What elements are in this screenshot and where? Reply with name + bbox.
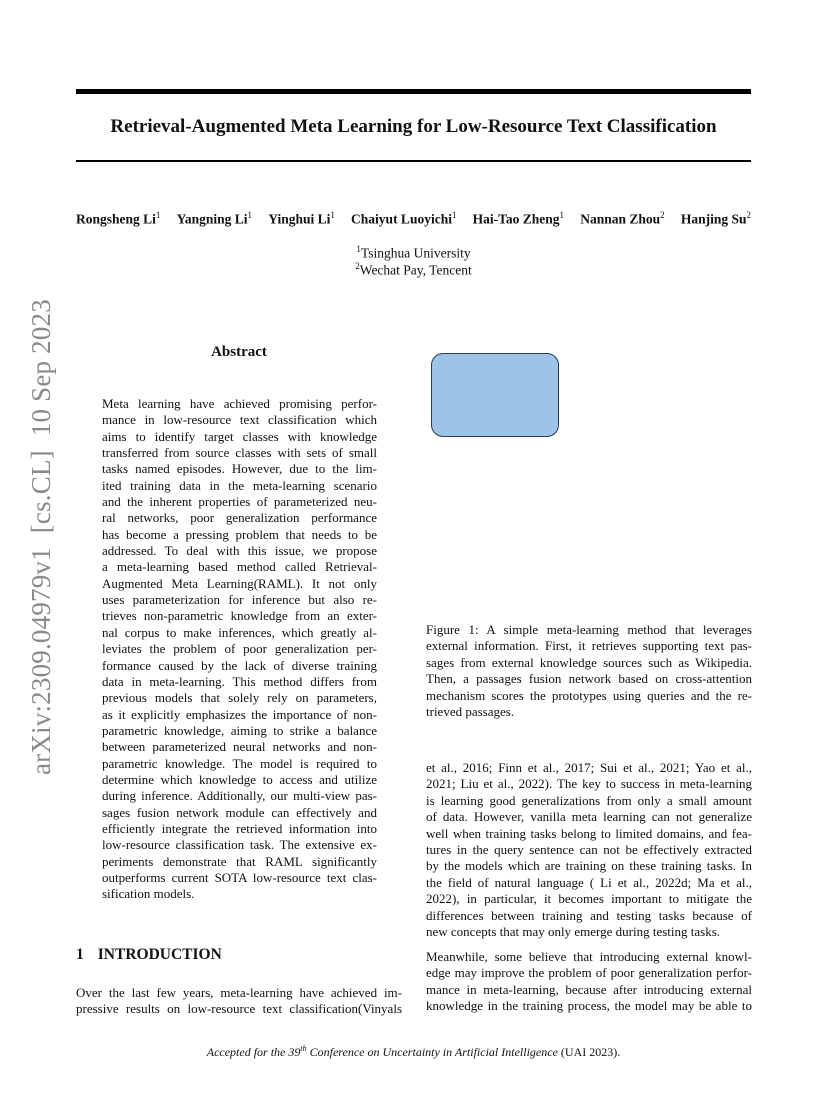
author: Hai-Tao Zheng$^1$ (472, 210, 565, 227)
text-line: 2022), in particular, it becomes important to mitigate the (426, 891, 752, 907)
text-line: is learning good generalizations from only a small amount (426, 792, 752, 808)
author: Nannan Zhou$^2$ (580, 210, 665, 227)
text-line: trieves non-parametric knowledge from an exter- (102, 608, 377, 624)
text-line: and the inherent properties of parameterized neu- (102, 494, 377, 510)
intro-text (76, 985, 402, 1018)
text-line: determine which knowledge to access and utilize (102, 771, 377, 787)
text-line: periments demonstrate that RAML significantly (102, 853, 377, 869)
text-line: trieved passages. (426, 704, 515, 720)
text-line: Meta learning have achieved promising perfor- (102, 396, 377, 411)
text-line: Augmented Meta Learning(RAML). It not only (102, 575, 377, 591)
text-line: a meta-learning based method called Retrieval- (102, 559, 377, 575)
affiliation: $^2$Wechat Pay, Tencent (355, 261, 472, 278)
text-line: 2021; Liu et al., 2022). The key to success in meta-learning (426, 776, 752, 792)
text-line: aims to identify target classes with knowledge (102, 428, 377, 444)
text-line: sification models. (102, 886, 195, 902)
text-line: during inference. Additionally, our multi-view pas- (102, 788, 377, 804)
text-line: data in meta-learning. This method differs from (102, 673, 377, 689)
author-list (76, 210, 751, 228)
section-heading: 1 INTRODUCTION (76, 946, 222, 963)
text-line: has become a pressing problem that needs to be (102, 526, 377, 542)
text-line: uses parameterization for inference but also re- (102, 592, 377, 608)
text-line: edge may improve the problem of poor generalization perfor- (426, 965, 752, 981)
text-line: Then, a passages fusion network based on cross-attention (426, 671, 752, 687)
text-line: knowledge in the training process, the model may be able to (426, 998, 752, 1014)
text-line: of data. However, vanilla meta learning can not generalize (426, 809, 752, 825)
text-line: leviates the problem of poor generalization per- (102, 641, 377, 657)
text-line: et al., 2016; Finn et al., 2017; Sui et al., 2021; Yao et al., (426, 760, 752, 775)
author: Rongsheng Li$^1$ (76, 210, 161, 227)
text-line: mechanism scores the prototypes using queries and the re- (426, 687, 752, 703)
paper-title: Retrieval-Augmented Meta Learning for Low-Resource Text Classification (110, 116, 717, 137)
text-line: Meanwhile, some believe that introducing external knowl- (426, 949, 752, 964)
author: Yinghui Li$^1$ (268, 210, 335, 227)
text-line: tasks named episodes. However, due to the lim- (102, 461, 377, 477)
title-rule (76, 160, 751, 162)
text-line: parametric knowledge. The model is required to (102, 755, 377, 771)
figure-caption (426, 622, 752, 720)
text-line: ral networks, poor generalization performance (102, 510, 377, 526)
text-line: between parameterized neural networks and non- (102, 739, 377, 755)
text-line: addressed. To deal with this issue, we propose (102, 543, 377, 559)
author: Chaiyut Luoyichi$^1$ (351, 210, 457, 227)
text-line: previous models that solely rely on parameters, (102, 690, 377, 706)
text-line: the field of natural language ( Li et al., 2022d; Ma et al., (426, 874, 752, 890)
figure-1-box (431, 353, 559, 437)
text-line: nal corpus to make inferences, which greatly al- (102, 624, 377, 640)
text-line: well when training tasks belong to limited domains, and fea- (426, 825, 752, 841)
text-line: Figure 1: A simple meta-learning method that leverages (426, 622, 752, 637)
author: Yangning Li$^1$ (176, 210, 253, 227)
text-line: sages fusion network module can effectively and (102, 804, 377, 820)
text-line: parametric knowledge, aiming to strike a balance (102, 722, 377, 738)
text-line: new concepts that may only emerge during testing tasks. (426, 924, 720, 940)
text-line: by the models which are training on these training tasks. In (426, 858, 752, 874)
text-line: efficiently integrate the retrieved information into (102, 820, 377, 836)
abstract-heading: Abstract (211, 344, 267, 360)
text-line: Over the last few years, meta-learning have achieved im- (76, 985, 402, 1000)
top-rule (76, 89, 751, 94)
text-line: mance in low-resource text classification which (102, 412, 377, 428)
abstract-body (102, 396, 377, 903)
right-column-text (426, 760, 752, 940)
text-line: external information. First, it retrieves supporting text pas- (426, 638, 752, 654)
arxiv-stamp: arXiv:2309.04979v1 [cs.CL] 10 Sep 2023 (26, 299, 56, 775)
text-line: transferred from source classes with sets of small (102, 445, 377, 461)
author: Hanjing Su$^2$ (680, 210, 751, 227)
right-column-paragraph (426, 949, 752, 1015)
text-line: differences between training and testing tasks because of (426, 907, 752, 923)
text-line: pressive results on low-resource text classification(Vinyals (76, 1001, 402, 1017)
text-line: formance caused by the lack of diverse training (102, 657, 377, 673)
text-line: tures in the query sentence can not be effectively extracted (426, 842, 752, 858)
text-line: ited training data in the meta-learning scenario (102, 477, 377, 493)
conference-footer: Accepted for the 39th Conference on Uncertainty in Artificial Intelligence (UAI 2023). (206, 1044, 621, 1059)
text-line: outperforms current SOTA low-resource text clas- (102, 869, 377, 885)
affiliation: $^1$Tsinghua University (356, 244, 471, 261)
text-line: low-resource classification task. The extensive ex- (102, 837, 377, 853)
text-line: mance in meta-learning, because after introducing external (426, 981, 752, 997)
text-line: as it explicitly emphasizes the importance of non- (102, 706, 377, 722)
text-line: sages from external knowledge sources such as Wikipedia. (426, 654, 752, 670)
